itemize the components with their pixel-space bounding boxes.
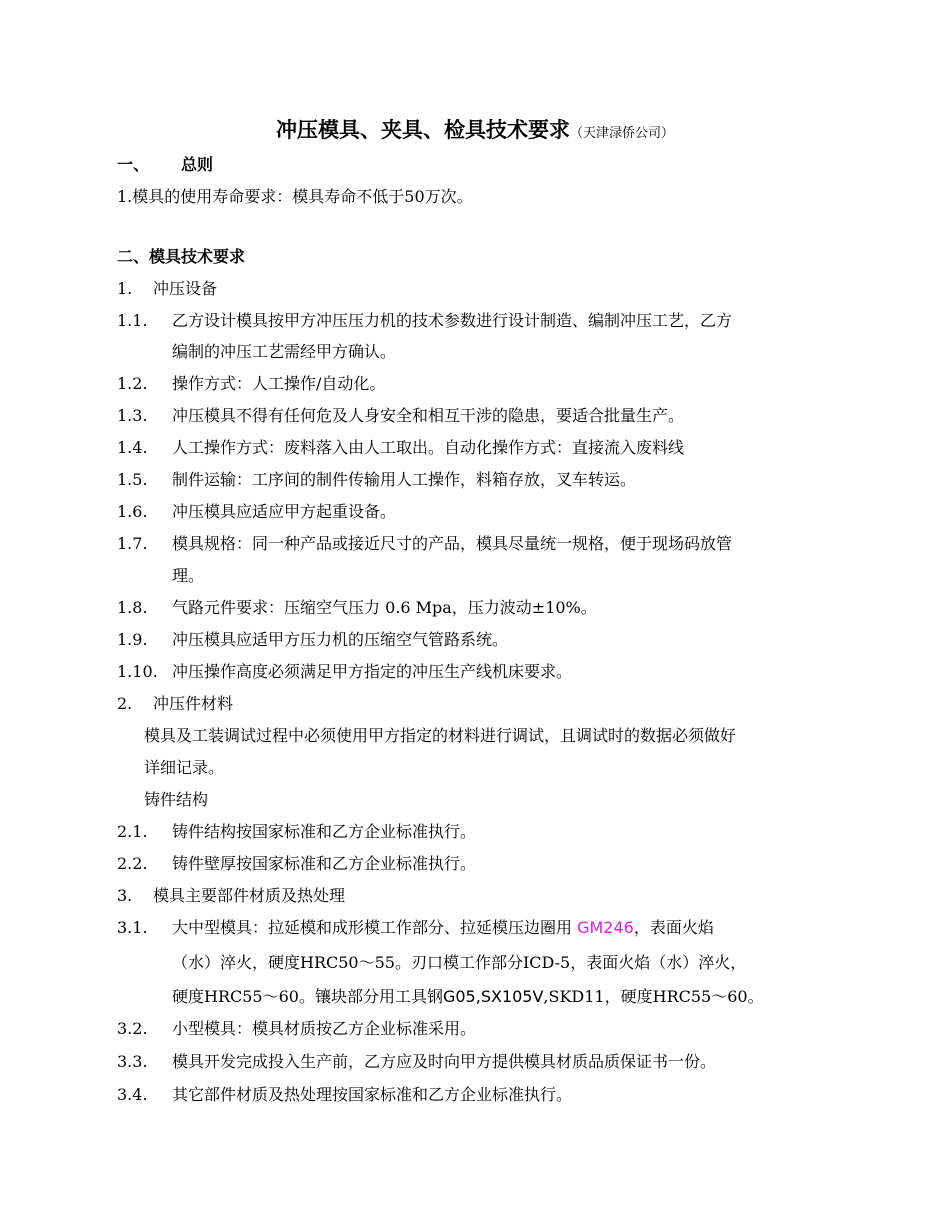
item-1-2: 1.2. 操作方式：人工操作/自动化。 <box>117 374 386 393</box>
item-2-2: 2.2. 铸件壁厚按国家标准和乙方企业标准执行。 <box>117 854 477 873</box>
material-paragraph-line-1: 模具及工装调试过程中必须使用甲方指定的材料进行调试，且调试时的数据必须做好 <box>144 726 737 745</box>
item-3-4: 3.4. 其它部件材质及热处理按国家标准和乙方企业标准执行。 <box>117 1085 573 1104</box>
item-1-7: 1.7. 模具规格：同一种产品或接近尺寸的产品，模具尽量统一规格，便于现场码放管 <box>117 534 733 553</box>
item-1-1-continued: 编制的冲压工艺需经甲方确认。 <box>172 342 397 361</box>
item-1-9: 1.9. 冲压模具应适甲方压力机的压缩空气管路系统。 <box>117 630 509 649</box>
title-main: 冲压模具、夹具、检具技术要求 <box>275 118 570 142</box>
item-1-10: 1.10. 冲压操作高度必须满足甲方指定的冲压生产线机床要求。 <box>117 662 573 681</box>
highlighted-material-gm246: GM246 <box>577 918 634 937</box>
item-3-1-continued-1: （水）淬火，硬度HRC50～55。刃口模工作部分ICD-5，表面火焰（水）淬火， <box>172 953 747 972</box>
subsection-mold-materials: 3. 模具主要部件材质及热处理 <box>117 886 346 905</box>
item-1-4: 1.4. 人工操作方式：废料落入由人工取出。自动化操作方式：直接流入废料线 <box>117 438 685 457</box>
item-3-1-continued-2: 硬度HRC55～60。镶块部分用工具钢G05,SX105V,SKD11，硬度HRC55～60。 <box>172 987 764 1006</box>
item-1-5: 1.5. 制件运输：工序间的制件传输用人工操作，料箱存放，叉车转运。 <box>117 470 637 489</box>
casting-structure-heading: 铸件结构 <box>144 790 209 809</box>
subsection-press-equipment: 1. 冲压设备 <box>117 279 218 298</box>
item-3-2: 3.2. 小型模具：模具材质按乙方企业标准采用。 <box>117 1019 477 1038</box>
item-3-3: 3.3. 模具开发完成投入生产前，乙方应及时向甲方提供模具材质品质保证书一份。 <box>117 1052 717 1071</box>
item-1-1: 1.1. 乙方设计模具按甲方冲压压力机的技术参数进行设计制造、编制冲压工艺，乙方 <box>117 311 733 330</box>
document-title <box>0 114 950 144</box>
section-general-heading: 一、 总则 <box>117 155 214 174</box>
general-item-1: 1.模具的使用寿命要求：模具寿命不低于50万次。 <box>117 187 473 206</box>
item-1-7-continued: 理。 <box>172 566 205 585</box>
item-2-1: 2.1. 铸件结构按国家标准和乙方企业标准执行。 <box>117 822 477 841</box>
item-1-6: 1.6. 冲压模具应适应甲方起重设备。 <box>117 502 397 521</box>
item-3-1: 3.1. 大中型模具：拉延模和成形模工作部分、拉延模压边圈用 GM246，表面火焰 <box>117 918 714 937</box>
section-technical-heading: 二、模具技术要求 <box>117 247 246 266</box>
title-company: （天津渌侨公司） <box>569 126 674 141</box>
material-paragraph-line-2: 详细记录。 <box>144 758 225 777</box>
item-1-3: 1.3. 冲压模具不得有任何危及人身安全和相互干涉的隐患，要适合批量生产。 <box>117 406 685 425</box>
item-1-8: 1.8. 气路元件要求：压缩空气压力 0.6 Mpa，压力波动±10%。 <box>117 598 597 617</box>
subsection-stamping-material: 2. 冲压件材料 <box>117 694 234 713</box>
